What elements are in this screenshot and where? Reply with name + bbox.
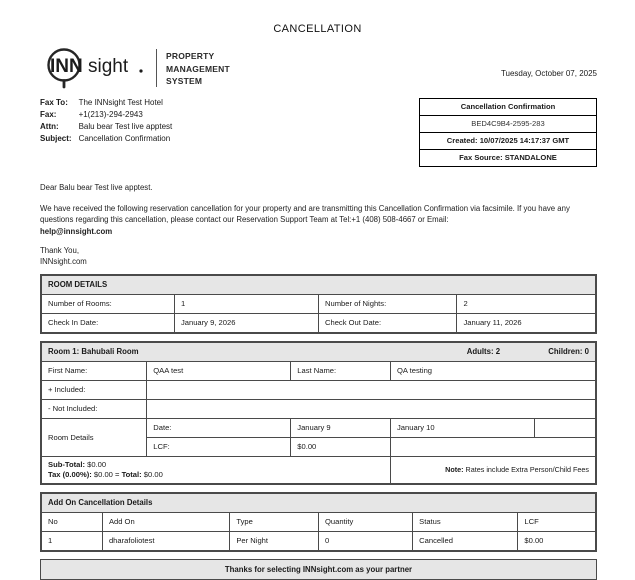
tax-label: Tax ( xyxy=(48,470,66,479)
addon-cancellation-panel xyxy=(40,492,597,552)
confirmation-created: Created: 10/07/2025 14:17:37 GMT xyxy=(420,133,596,150)
tax-percent: 0.00 xyxy=(65,470,80,479)
fax-meta-row xyxy=(0,89,635,167)
last-name-value: QA testing xyxy=(391,362,596,381)
fax-number-value: +1(213)-294-2943 xyxy=(78,110,143,119)
fax-to-value: The INNsight Test Hotel xyxy=(78,98,163,107)
document-header xyxy=(0,35,635,89)
svg-text:sight: sight xyxy=(88,56,129,77)
fax-row-subject xyxy=(40,134,172,146)
tax-total-line: Tax (0.00%): $0.00 = Total: $0.00 xyxy=(48,470,163,479)
fax-row-attn xyxy=(40,122,172,134)
addon-cell-lcf: $0.00 xyxy=(518,532,596,551)
fax-row-number xyxy=(40,110,172,122)
letter-signoff-thanks: Thank You, xyxy=(40,246,80,255)
room-one-panel xyxy=(40,341,597,485)
number-of-rooms-value: 1 xyxy=(174,295,318,314)
rate-date-value-2: January 10 xyxy=(391,419,535,438)
letter-signoff xyxy=(40,246,595,267)
addon-cell-no: 1 xyxy=(42,532,103,551)
fax-to-label: Fax To: xyxy=(40,98,68,107)
subtotal-label: Sub-Total: xyxy=(48,460,85,469)
room-details-heading-row xyxy=(42,276,596,295)
addon-heading-row xyxy=(42,494,596,513)
logo-tagline-line-1: PROPERTY xyxy=(166,51,215,62)
confirmation-fax-source: Fax Source: STANDALONE xyxy=(459,153,557,162)
table-row xyxy=(42,381,596,400)
rate-lcf-label: LCF: xyxy=(147,438,291,457)
table-row xyxy=(42,532,596,551)
room-one-table xyxy=(41,342,596,484)
room-one-heading-row xyxy=(42,343,596,362)
fax-attn-value: Balu bear Test live apptest xyxy=(78,122,173,131)
addon-col-addon: Add On xyxy=(102,513,229,532)
tax-value: $0.00 xyxy=(93,470,113,479)
rate-date-value-1: January 9 xyxy=(291,419,391,438)
footer-banner: Thanks for selecting INNsight.com as your partner xyxy=(40,559,597,580)
svg-text:INN: INN xyxy=(50,56,83,77)
addon-cell-addon: dharafoliotest xyxy=(102,532,229,551)
fax-subject-value: Cancellation Confirmation xyxy=(78,134,171,143)
document-date: Tuesday, October 07, 2025 xyxy=(500,69,597,78)
room-details-sublabel: Room Details xyxy=(42,419,147,457)
subtotal-line xyxy=(48,460,384,470)
check-out-date-label: Check Out Date: xyxy=(318,314,457,333)
fax-row-to xyxy=(40,98,172,110)
tax-label-end: %): xyxy=(79,470,92,479)
cancellation-confirmation-box xyxy=(419,98,597,167)
addon-col-no: No xyxy=(42,513,103,532)
fax-subject-label: Subject: xyxy=(40,134,72,143)
addon-col-lcf: LCF xyxy=(518,513,596,532)
number-of-nights-value: 2 xyxy=(457,295,596,314)
number-of-rooms-label: Number of Rooms: xyxy=(42,295,175,314)
room-one-heading-cell xyxy=(42,343,596,362)
room-one-totals xyxy=(42,457,391,484)
table-row xyxy=(42,314,596,333)
room-one-children: Children: 0 xyxy=(548,347,589,356)
room-details-heading: ROOM DETAILS xyxy=(42,276,596,295)
last-name-label: Last Name: xyxy=(291,362,391,381)
brand-logo xyxy=(40,47,230,89)
fax-details-table xyxy=(40,98,172,146)
rates-note-text: Rates include Extra Person/Child Fees xyxy=(465,465,589,474)
addon-col-type: Type xyxy=(230,513,319,532)
check-out-date-value: January 11, 2026 xyxy=(457,314,596,333)
letter-signoff-site: INNsight.com xyxy=(40,256,87,266)
innsight-magnifier-icon xyxy=(40,47,150,89)
table-row xyxy=(42,400,596,419)
total-value: $0.00 xyxy=(143,470,163,479)
table-row xyxy=(42,419,596,438)
check-in-date-value: January 9, 2026 xyxy=(174,314,318,333)
confirmation-code: BED4C9B4-2595-283 xyxy=(420,116,596,133)
letter-body xyxy=(0,167,635,267)
table-row xyxy=(42,362,596,381)
letter-paragraph-text: We have received the following reservation cancellation for your property and are transmitting this Cancellation Confirmation via facsimile. If you have any questions regarding this cancellation, please contact our Reservation Support Team at Tel:+1 (408) 508-4667 or Email: xyxy=(40,203,570,224)
addon-header-row xyxy=(42,513,596,532)
rate-lcf-value-1: $0.00 xyxy=(291,438,391,457)
room-details-panel xyxy=(40,274,597,334)
page-title: CANCELLATION xyxy=(273,23,362,35)
addon-cell-quantity: 0 xyxy=(318,532,412,551)
room-one-heading: Room 1: Bahubali Room xyxy=(48,347,139,356)
logo-divider xyxy=(156,49,157,87)
letter-paragraph xyxy=(40,203,595,238)
included-value xyxy=(147,381,596,400)
included-label: + Included: xyxy=(42,381,147,400)
room-one-totals-row xyxy=(42,457,596,484)
not-included-value xyxy=(147,400,596,419)
logo-tagline xyxy=(166,48,230,88)
subtotal-value: $0.00 xyxy=(87,460,107,469)
not-included-label: - Not Included: xyxy=(42,400,147,419)
addon-cell-status: Cancelled xyxy=(413,532,518,551)
addon-heading: Add On Cancellation Details xyxy=(42,494,596,513)
first-name-value: QAA test xyxy=(147,362,291,381)
rate-date-value-3 xyxy=(535,419,596,438)
addon-cell-type: Per Night xyxy=(230,532,319,551)
number-of-nights-label: Number of Nights: xyxy=(318,295,457,314)
rates-note xyxy=(391,457,596,484)
addon-col-status: Status xyxy=(413,513,518,532)
room-details-table xyxy=(41,275,596,333)
logo-tagline-line-2: MANAGEMENT xyxy=(166,63,230,74)
check-in-date-label: Check In Date: xyxy=(42,314,175,333)
logo-tagline-line-3: SYSTEM xyxy=(166,76,203,87)
confirmation-heading: Cancellation Confirmation xyxy=(420,99,596,116)
rates-note-label: Note: xyxy=(445,465,464,474)
fax-attn-label: Attn: xyxy=(40,122,59,131)
rate-lcf-value-2 xyxy=(391,438,596,457)
letter-greeting: Dear Balu bear Test live apptest. xyxy=(40,183,153,192)
total-label: Total: xyxy=(121,470,142,479)
first-name-label: First Name: xyxy=(42,362,147,381)
addon-col-quantity: Quantity xyxy=(318,513,412,532)
room-one-occupancy xyxy=(421,347,589,357)
rate-date-label: Date: xyxy=(147,419,291,438)
room-one-adults: Adults: 2 xyxy=(466,347,501,356)
fax-number-label: Fax: xyxy=(40,110,57,119)
support-email: help@innsight.com xyxy=(40,226,113,236)
addon-cancellation-table xyxy=(41,493,596,551)
table-row xyxy=(42,295,596,314)
